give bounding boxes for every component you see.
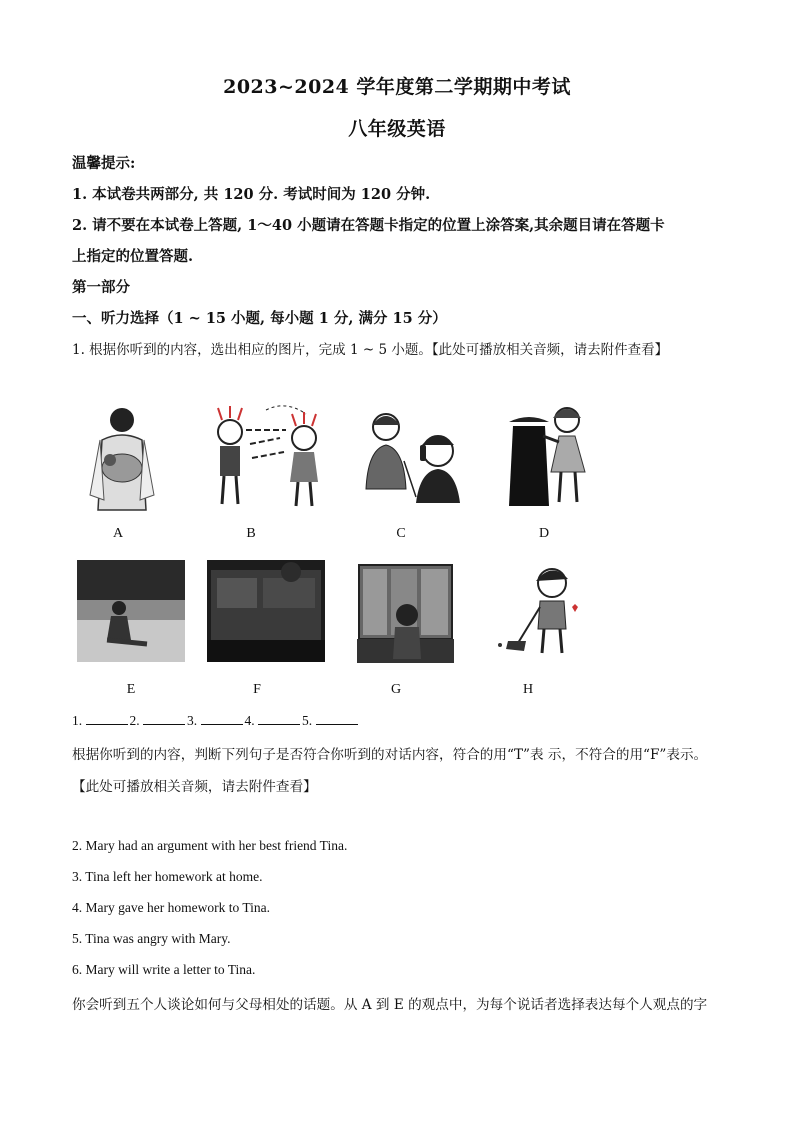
label-f: F [253, 682, 261, 697]
picture-d [505, 402, 600, 510]
answer-blank-1[interactable] [86, 713, 128, 725]
phone-call-icon [360, 405, 464, 505]
answer-number-5: 5. [302, 713, 313, 728]
tf-audio-note: 【此处可播放相关音频，请去附件查看】 [72, 779, 317, 795]
q1-instruction: 1. 根据你听到的内容，选出相应的图片，完成 1 ~ 5 小题。【此处可播放相关音频，请去附件查看】 [72, 342, 669, 358]
girl-holding-dog-icon [80, 400, 160, 512]
picture-f [207, 560, 325, 662]
answer-blank-3[interactable] [201, 713, 243, 725]
answer-number-4: 4. [244, 713, 255, 728]
picture-a [80, 400, 160, 512]
tf-item: 4. Mary gave her homework to Tina. [72, 900, 270, 915]
picture-h [494, 563, 582, 657]
exam-subtitle: 八年级英语 [348, 118, 446, 140]
tf-item: 6. Mary will write a letter to Tina. [72, 962, 256, 977]
tf-item: 3. Tina left her homework at home. [72, 869, 263, 884]
answer-blank-4[interactable] [258, 713, 300, 725]
tf-instruction: 根据你听到的内容，判断下列句子是否符合你听到的对话内容，符合的用“T”表 示，不符合的用“F”表示。 [72, 747, 708, 763]
label-c: C [396, 526, 406, 541]
picture-g [357, 563, 454, 663]
picture-b [206, 400, 328, 512]
child-sitting-outdoors-icon [77, 560, 185, 662]
answer-blank-2[interactable] [143, 713, 185, 725]
exam-title: 2023~2024 学年度第二学期期中考试 [223, 76, 571, 98]
label-a: A [112, 526, 124, 541]
label-d: D [538, 526, 550, 541]
label-g: G [390, 682, 402, 697]
notice-line-2: 2. 请不要在本试卷上答题, 1～40 小题请在答题卡指定的位置上涂答案,其余题目请在答题卡 [72, 217, 665, 234]
tf-item: 5. Tina was angry with Mary. [72, 931, 231, 946]
picture-c [360, 405, 464, 505]
answer-line [72, 713, 360, 729]
picture-e [77, 560, 185, 662]
part-label: 第一部分 [72, 279, 130, 296]
boy-at-window-icon [357, 563, 454, 663]
dark-bus-scene-icon [207, 560, 325, 662]
answer-number-2: 2. [129, 713, 140, 728]
label-b: B [246, 526, 256, 541]
notice-line-3: 上指定的位置答题. [72, 248, 194, 265]
answer-number-3: 3. [187, 713, 198, 728]
boy-sweeping-icon [494, 563, 582, 657]
girl-trash-can-icon [505, 402, 600, 510]
section-title: 一、听力选择（1 ~ 15 小题, 每小题 1 分, 满分 15 分） [72, 310, 447, 327]
notice-line-1: 1. 本试卷共两部分, 共 120 分. 考试时间为 120 分钟. [72, 186, 431, 203]
next-instruction: 你会听到五个人谈论如何与父母相处的话题。从 A 到 E 的观点中，为每个说话者选择表达每个人观点的字 [72, 997, 708, 1013]
tf-item: 2. Mary had an argument with her best friend Tina. [72, 838, 348, 853]
label-h: H [522, 682, 534, 697]
answer-blank-5[interactable] [316, 713, 358, 725]
two-children-arguing-icon [206, 400, 328, 512]
label-e: E [126, 682, 136, 697]
notice-heading: 温馨提示: [72, 155, 136, 172]
answer-number-1: 1. [72, 713, 83, 728]
